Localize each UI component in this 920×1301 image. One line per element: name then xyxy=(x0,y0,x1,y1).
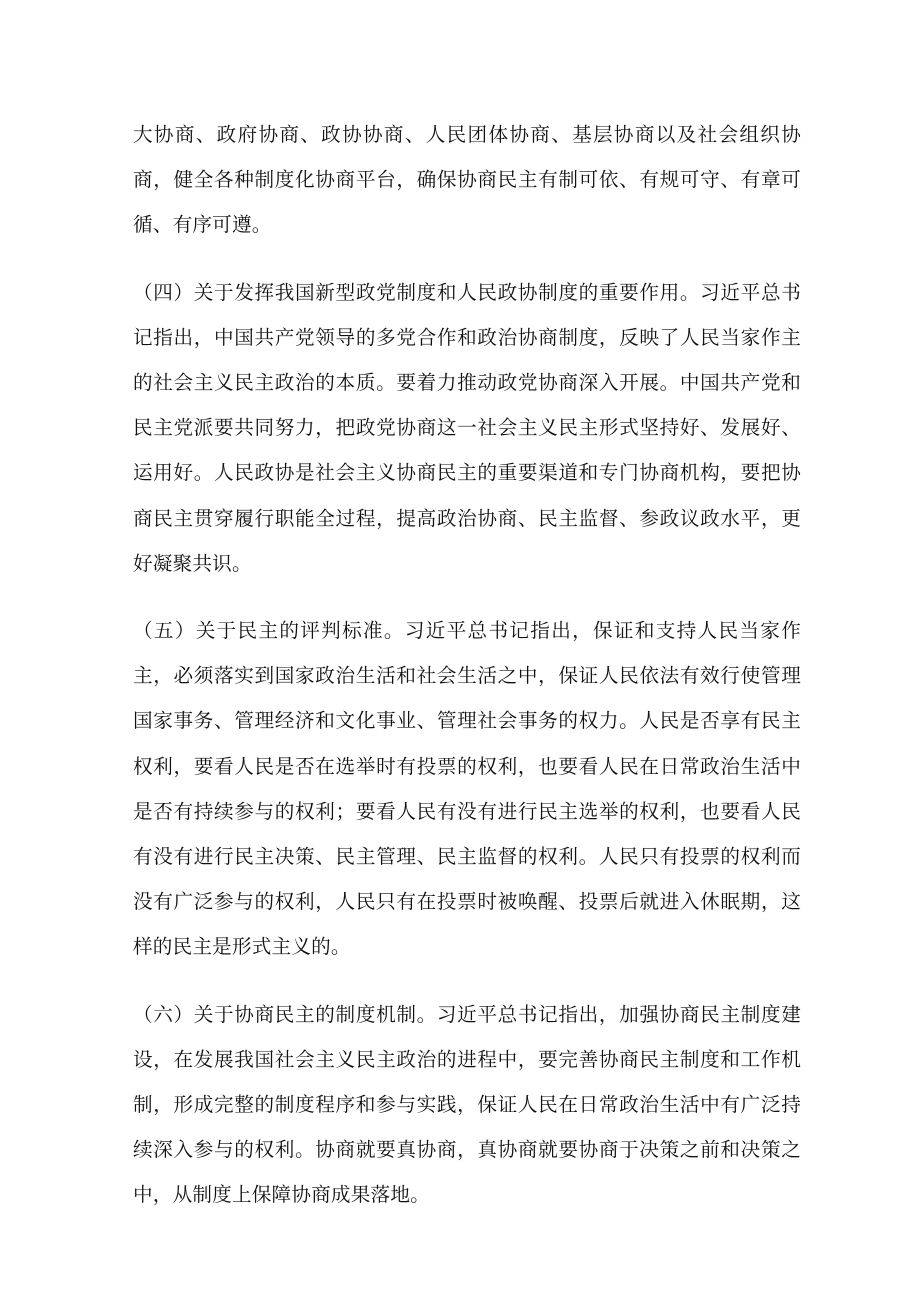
paragraph-section-6: （六）关于协商民主的制度机制。习近平总书记指出，加强协商民主制度建设，在发展我国社会主义民主政治的进程中，要完善协商民主制度和工作机制，形成完整的制度程序和参与实践，保证人民在日常政治生活中有广泛持续深入参与的权利。协商就要真协商，真协商就要协商于决策之前和决策之中，从制度上保障协商成果落地。 xyxy=(133,1002,801,1207)
paragraph-section-4: （四）关于发挥我国新型政党制度和人民政协制度的重要作用。习近平总书记指出，中国共产党领导的多党合作和政治协商制度，反映了人民当家作主的社会主义民主政治的本质。要着力推动政党协商深入开展。中国共产党和民主党派要共同努力，把政党协商这一社会主义民主形式坚持好、发展好、运用好。人民政协是社会主义协商民主的重要渠道和专门协商机构，要把协商民主贯穿履行职能全过程，提高政治协商、民主监督、参政议政水平，更好凝聚共识。 xyxy=(133,280,801,575)
paragraph-section-5: （五）关于民主的评判标准。习近平总书记指出，保证和支持人民当家作主，必须落实到国家政治生活和社会生活之中，保证人民依法有效行使管理国家事务、管理经济和文化事业、管理社会事务的权力。人民是否享有民主权利，要看人民是否在选举时有投票的权利，也要看人民在日常政治生活中是否有持续参与的权利；要看人民有没有进行民主选举的权利，也要看人民有没有进行民主决策、民主管理、民主监督的权利。人民只有投票的权利而没有广泛参与的权利，人民只有在投票时被唤醒、投票后就进入休眠期，这样的民主是形式主义的。 xyxy=(133,619,801,959)
paragraph-continuation: 大协商、政府协商、政协协商、人民团体协商、基层协商以及社会组织协商，健全各种制度化协商平台，确保协商民主有制可依、有规可守、有章可循、有序可遵。 xyxy=(133,123,801,237)
document-body xyxy=(133,112,801,1240)
